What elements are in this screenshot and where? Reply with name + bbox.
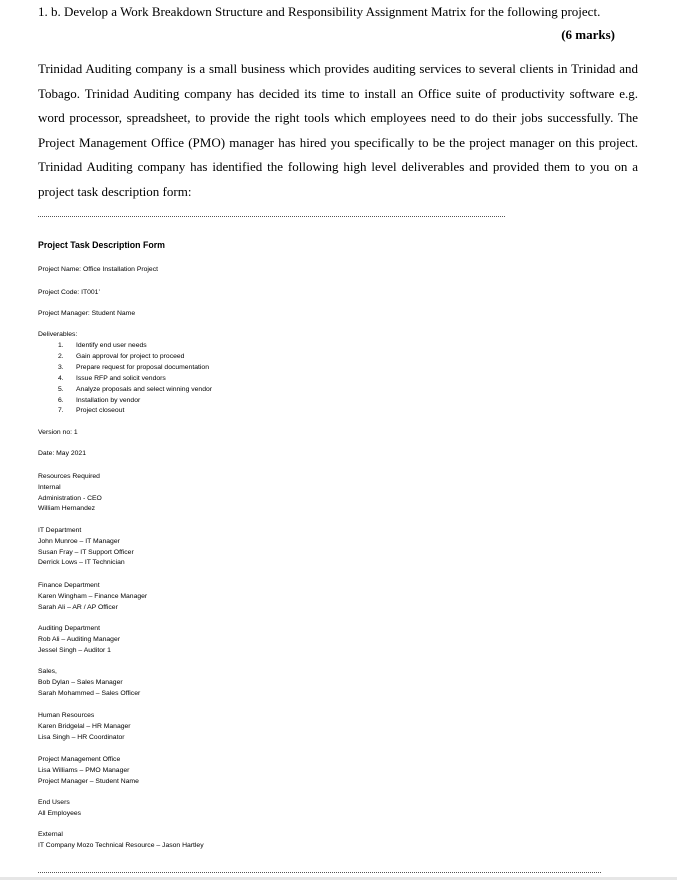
list-item: 6. Installation by vendor (58, 396, 141, 404)
project-manager: Project Manager: Student Name (38, 310, 136, 317)
staff-line: Susan Fray – IT Support Officer (38, 548, 134, 556)
finance-department-block (38, 581, 147, 613)
version-number: Version no: 1 (38, 429, 78, 436)
admin-line: Administration - CEO (38, 494, 102, 502)
deliverables-list (58, 341, 212, 417)
department-heading: External (38, 831, 63, 838)
department-heading: End Users (38, 799, 70, 806)
project-name: Project Name: Office Installation Project (38, 266, 159, 273)
hr-department-block (38, 711, 131, 743)
staff-line: Jessel Singh – Auditor 1 (38, 646, 111, 654)
staff-line: Lisa Williams – PMO Manager (38, 766, 130, 774)
staff-line: Project Manager – Student Name (38, 777, 139, 785)
staff-line: IT Company Mozo Technical Resource – Jason Hartley (38, 841, 204, 849)
staff-line: Sarah Mohammed – Sales Officer (38, 689, 141, 697)
dotted-separator-bottom (38, 872, 601, 873)
external-block (38, 830, 204, 852)
department-heading: Finance Department (38, 582, 100, 589)
staff-line: John Munroe – IT Manager (38, 537, 120, 545)
list-item: 4. Issue RFP and solicit vendors (58, 374, 166, 382)
admin-name: William Hernandez (38, 505, 96, 513)
deliverables-label: Deliverables: (38, 331, 78, 338)
list-item: 7. Project closeout (58, 407, 125, 415)
staff-line: Sarah Ali – AR / AP Officer (38, 603, 118, 611)
sales-department-block (38, 667, 140, 699)
department-heading: Sales, (38, 668, 57, 675)
auditing-department-block (38, 624, 120, 656)
department-heading: IT Department (38, 527, 82, 534)
staff-line: Bob Dylan – Sales Manager (38, 678, 123, 686)
list-item: 1. Identify end user needs (58, 342, 147, 349)
list-item: 3. Prepare request for proposal documentation (58, 363, 209, 371)
staff-line: Karen Bridgelal – HR Manager (38, 722, 131, 730)
intro-paragraph: Trinidad Auditing company is a small business which provides auditing services to several clients in Trinidad and Tobago. Trinidad Auditing company has decided its time to install an Office suite of productivity software e.g. word processor, spreadsheet, to provide the right tools which employees need to do their jobs successfully. The Project Management Office (PMO) manager has hired you specifically to be the project manager on this project. Trinidad Auditing company has identified the following high level deliverables and provided them to you on a project task description form: (38, 61, 638, 199)
end-users-block (38, 798, 81, 820)
list-item: 5. Analyze proposals and select winning vendor (58, 385, 213, 393)
resources-heading: Resources Required (38, 473, 100, 480)
department-heading: Project Management Office (38, 756, 121, 763)
list-item: 2. Gain approval for project to proceed (58, 352, 185, 360)
dotted-separator-top (38, 216, 505, 217)
project-code: Project Code: IT001’ (38, 289, 100, 296)
department-heading: Auditing Department (38, 625, 100, 632)
it-department-block (38, 526, 134, 569)
pmo-block (38, 755, 139, 787)
staff-line: Rob Ali – Auditing Manager (38, 635, 120, 643)
marks-label: (6 marks) (561, 27, 615, 42)
staff-line: All Employees (38, 809, 82, 817)
form-title: Project Task Description Form (38, 240, 165, 250)
staff-line: Karen Wingham – Finance Manager (38, 592, 148, 600)
staff-line: Derrick Lows – IT Technician (38, 559, 125, 567)
question-text: 1. b. Develop a Work Breakdown Structure and Responsibility Assignment Matrix for the following project. (38, 4, 601, 19)
staff-line: Lisa Singh – HR Coordinator (38, 733, 125, 741)
department-heading: Human Resources (38, 712, 95, 719)
form-date: Date: May 2021 (38, 450, 86, 457)
internal-label: Internal (38, 483, 61, 491)
resources-block (38, 472, 102, 515)
